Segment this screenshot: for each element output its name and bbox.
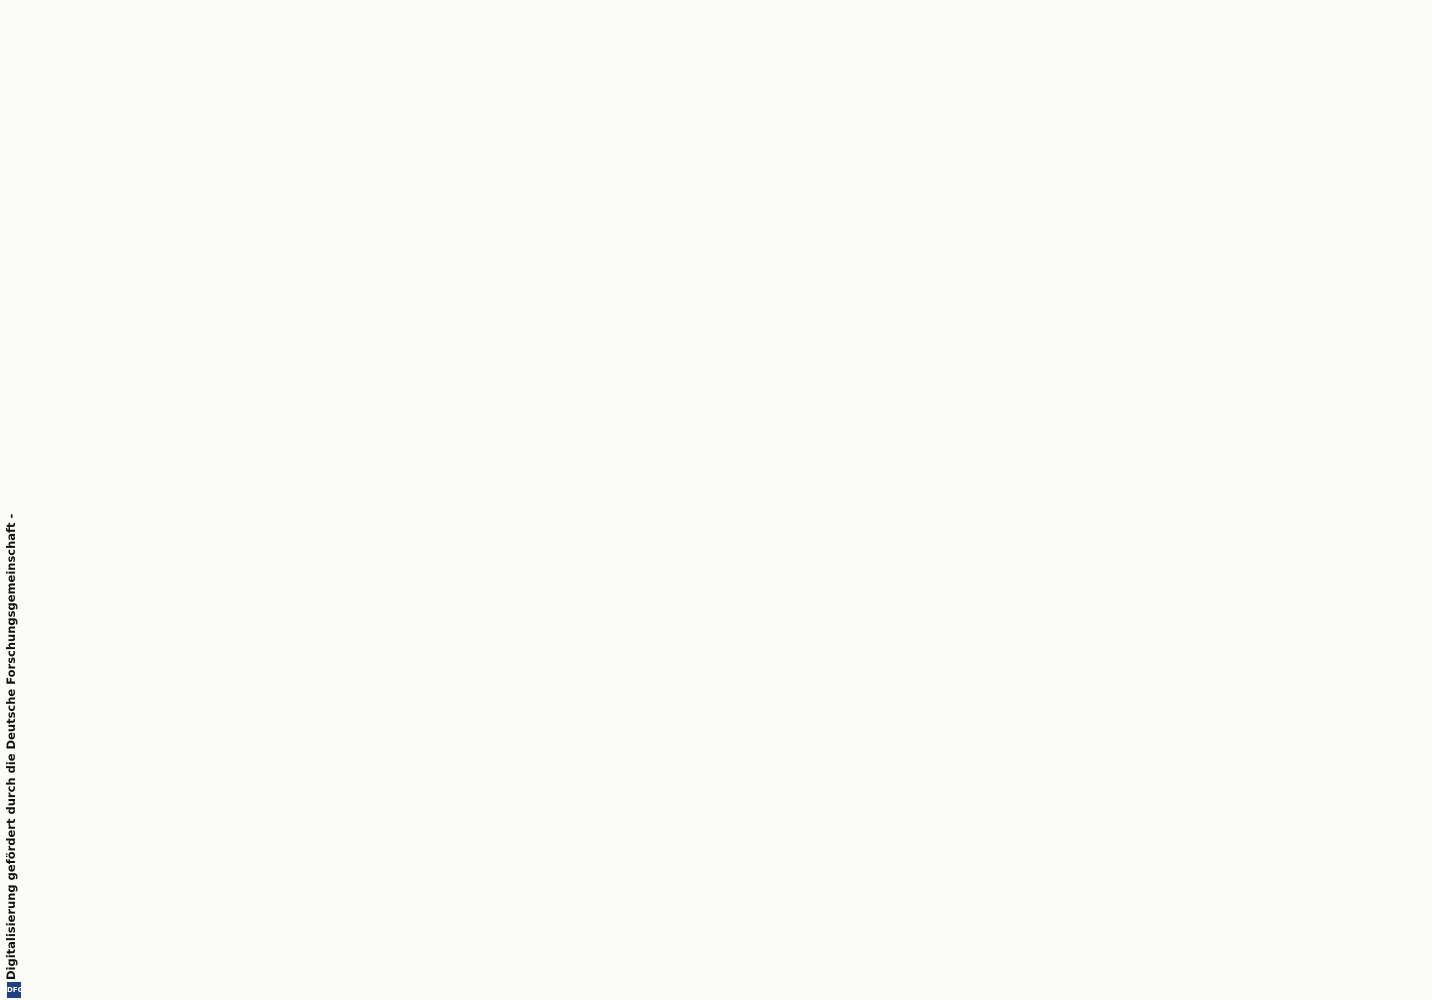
- dfg-logo: DFG: [7, 982, 21, 998]
- footer: [4, 513, 24, 998]
- footer-credit: Digitalisierung gefördert durch die Deutsche Forschungsgemeinschaft -: [4, 513, 18, 980]
